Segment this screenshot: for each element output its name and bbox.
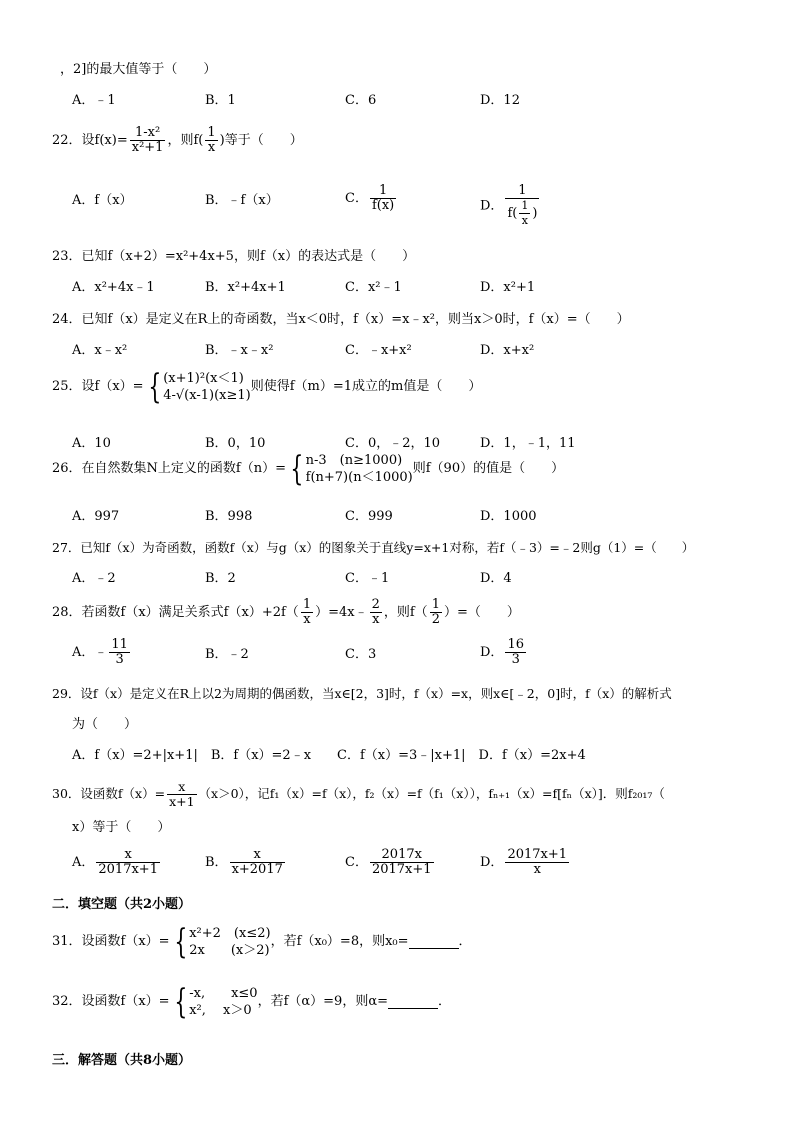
q21-option-a: A．﹣1 (72, 93, 116, 108)
q22-d-label: D． (480, 198, 504, 214)
q22-option-a: A．f（x） (72, 193, 133, 208)
q26-piece-1: n-3 (n≥1000) (305, 453, 403, 468)
q22-d-inner-fraction (519, 199, 530, 228)
q28-a-label: A．﹣ (72, 645, 108, 660)
q30-c-num: 2017x (381, 847, 422, 862)
left-brace-icon: { (147, 367, 161, 407)
q31-piecewise (189, 925, 270, 959)
q22-c-den: f(x) (371, 198, 395, 213)
q31-stem-end: ． (458, 934, 472, 949)
q22-stem (52, 126, 303, 155)
q30-stem-line2: x）等于（ ） (72, 820, 171, 835)
left-brace-icon: { (290, 449, 304, 489)
q30-b-fraction (230, 848, 285, 877)
q28-frac3-num: 1 (431, 597, 440, 612)
q28-frac-3 (430, 598, 442, 627)
q22-c-num: 1 (378, 183, 388, 198)
q23-option-b: B．x²+4x+1 (205, 280, 286, 295)
q28-option-d (480, 638, 528, 667)
q23-stem: 23．已知f（x+2）=x²+4x+5，则f（x）的表达式是（ ） (52, 249, 416, 264)
q30-option-d (480, 848, 571, 877)
q23-option-a: A．x²+4x﹣1 (72, 280, 155, 295)
q32-stem-pre: 32．设函数f（x）= (52, 994, 170, 1009)
q28-option-a (72, 638, 132, 667)
q30-frac-num: x (178, 779, 186, 794)
q27-option-c: C．﹣1 (345, 571, 390, 586)
q22-d-num: 1 (518, 183, 527, 198)
q28-stem-mid2: ，则f（ (383, 605, 428, 620)
q25-option-a: A．10 (72, 436, 111, 451)
q24-option-b: B．﹣x﹣x² (205, 343, 274, 358)
q25-stem-pre: 25．设f（x）= (52, 379, 144, 394)
q28-d-label: D． (480, 645, 504, 660)
q22-fraction-2 (205, 126, 217, 155)
q22-fraction (130, 126, 166, 155)
q28-d-den: 3 (505, 652, 526, 667)
q22-frac-den: x²+1 (131, 140, 164, 155)
q22-stem-pre: 22．设f(x)= (52, 133, 128, 148)
q23-option-c: C．x²﹣1 (345, 280, 402, 295)
q22-c-label: C． (345, 191, 368, 206)
q30-option-a (72, 848, 162, 877)
left-brace-icon: { (173, 982, 187, 1022)
q24-stem: 24．已知f（x）是定义在R上的奇函数，当x＜0时，f（x）=x﹣x²，则当x＞0时，f（x）=（ ） (52, 312, 630, 327)
q28-frac-1 (301, 598, 313, 627)
q30-frac-den: x+1 (169, 794, 195, 809)
q24-option-c: C．﹣x+x² (345, 343, 412, 358)
q26-piece-2: f(n+7)(n＜1000) (305, 470, 413, 485)
q28-a-fraction (109, 638, 130, 667)
q21-option-d: D．12 (480, 93, 520, 108)
q22-option-b: B．﹣f（x） (205, 193, 279, 208)
q28-stem-mid: ）=4x﹣ (315, 605, 368, 620)
q27-option-b: B．2 (205, 571, 236, 586)
q32-stem (52, 982, 452, 1022)
q30-d-num: 2017x+1 (507, 847, 568, 862)
q22-d-den (505, 198, 539, 228)
q29-stem-line1: 29．设f（x）是定义在R上以2为周期的偶函数，当x∈[2，3]时，f（x）=x，则x∈[﹣2，0]时，f（x）的解析式 (52, 686, 672, 701)
q32-piece-2: x², x＞0 (189, 1003, 252, 1018)
q25-piecewise (163, 370, 251, 404)
left-brace-icon: { (173, 922, 187, 962)
q26-stem-pre: 26．在自然数集N上定义的函数f（n）= (52, 461, 286, 476)
q22-d-den-post: ) (532, 206, 538, 221)
section-heading-answer: 三．解答题（共8小题） (52, 1053, 192, 1068)
q31-stem (52, 922, 472, 962)
q22-stem-mid: ，则f( (167, 133, 204, 148)
q28-stem-pre: 28．若函数f（x）满足关系式f（x）+2f（ (52, 605, 299, 620)
q22-c-fraction (370, 184, 396, 213)
q22-d-fraction (505, 184, 539, 228)
q25-piece-1: (x+1)²(x＜1) (163, 371, 244, 386)
q30-stem-post: （x＞0），记f₁（x）=f（x），f₂（x）=f（f₁（x）），fₙ₊₁（x）=f[fₙ（x）]．则f₂₀₁₇（ (198, 786, 665, 801)
q27-option-d: D．4 (480, 571, 512, 586)
q30-c-fraction (370, 848, 434, 877)
q28-frac1-num: 1 (302, 597, 312, 612)
q32-piece-1: -x, x≤0 (189, 986, 258, 1001)
q28-stem (52, 598, 520, 627)
q22-d-inner-den: x (519, 213, 530, 228)
q22-frac2-num: 1 (207, 125, 216, 140)
q28-frac3-den: 2 (431, 612, 440, 627)
q24-option-d: D．x+x² (480, 343, 535, 358)
q29-options: A．f（x）=2+|x+1| B．f（x）=2﹣x C．f（x）=3﹣|x+1| D．f（x）=2x+4 (72, 748, 586, 763)
q26-option-a: A．997 (72, 509, 120, 524)
q30-option-b (205, 848, 287, 877)
q28-frac2-den: x (370, 612, 382, 627)
q26-piecewise (306, 452, 413, 486)
q30-b-num: x (253, 847, 261, 862)
q30-fraction (167, 780, 196, 809)
q30-c-label: C． (345, 855, 368, 870)
q28-option-c: C．3 (345, 647, 377, 662)
q21-stem: ，2]的最大值等于（ ） (60, 62, 217, 77)
q32-stem-end: ． (438, 994, 452, 1009)
q28-d-num: 16 (507, 637, 524, 652)
q25-option-b: B．0，10 (205, 436, 266, 451)
q22-option-c (345, 184, 398, 213)
q28-stem-post: ）=（ ） (443, 605, 520, 620)
q28-frac1-den: x (301, 612, 313, 627)
q25-stem (52, 367, 482, 407)
q22-frac-num: 1-x² (134, 125, 161, 140)
q30-a-label: A． (72, 855, 95, 870)
q27-stem: 27．已知f（x）为奇函数，函数f（x）与g（x）的图象关于直线y=x+1对称，若f（﹣3）=﹣2则g（1）=（ ） (52, 540, 695, 555)
q21-option-c: C．6 (345, 93, 377, 108)
q27-option-a: A．﹣2 (72, 571, 116, 586)
q28-a-num: 11 (111, 637, 128, 652)
q30-d-fraction (505, 848, 569, 877)
q30-a-fraction (96, 848, 160, 877)
q28-option-b: B．﹣2 (205, 647, 249, 662)
q31-stem-post: ，若f（x₀）=8，则x₀= (270, 934, 409, 949)
q31-answer-blank[interactable] (409, 936, 459, 949)
q30-stem (52, 780, 665, 809)
q22-d-den-pre: f( (507, 206, 518, 221)
q26-stem (52, 449, 565, 489)
q30-c-den: 2017x+1 (371, 862, 432, 877)
q30-d-label: D． (480, 855, 504, 870)
q28-frac-2 (370, 598, 382, 627)
q24-option-a: A．x﹣x² (72, 343, 128, 358)
section-heading-fill-in: 二．填空题（共2小题） (52, 897, 192, 912)
q30-a-num: x (124, 847, 132, 862)
q21-option-b: B．1 (205, 93, 236, 108)
q22-d-inner-num: 1 (521, 199, 529, 212)
q31-piece-2: 2x (x＞2) (189, 943, 270, 958)
q22-option-d (480, 184, 541, 228)
q25-option-c: C．0，﹣2，10 (345, 436, 441, 451)
q25-stem-post: 则使得f（m）=1成立的m值是（ ） (250, 379, 482, 394)
q28-frac2-num: 2 (371, 597, 380, 612)
q25-option-d: D．1，﹣1，11 (480, 436, 576, 451)
q28-a-den: 3 (109, 652, 130, 667)
q26-option-c: C．999 (345, 509, 393, 524)
q22-frac2-den: x (205, 140, 217, 155)
q30-d-den: x (505, 862, 569, 877)
q30-b-label: B． (205, 855, 228, 870)
q32-piecewise (189, 985, 257, 1019)
q25-piece-2: 4-√(x-1)(x≥1) (163, 388, 251, 403)
q30-b-den: x+2017 (231, 862, 283, 877)
q31-stem-pre: 31．设函数f（x）= (52, 934, 170, 949)
q30-option-c (345, 848, 436, 877)
q32-stem-post: ，若f（α）=9，则α= (257, 994, 389, 1009)
q31-piece-1: x²+2 (x≤2) (189, 926, 271, 941)
q30-a-den: 2017x+1 (98, 862, 158, 877)
q32-answer-blank[interactable] (388, 996, 438, 1009)
q26-option-b: B．998 (205, 509, 253, 524)
q26-stem-post: 则f（90）的值是（ ） (412, 461, 565, 476)
q29-stem-line2: 为（ ） (72, 717, 138, 732)
q28-d-fraction (505, 638, 526, 667)
q23-option-d: D．x²+1 (480, 280, 536, 295)
q30-stem-pre: 30．设函数f（x）= (52, 786, 166, 801)
q22-stem-post: )等于（ ） (219, 133, 303, 148)
q26-option-d: D．1000 (480, 509, 537, 524)
